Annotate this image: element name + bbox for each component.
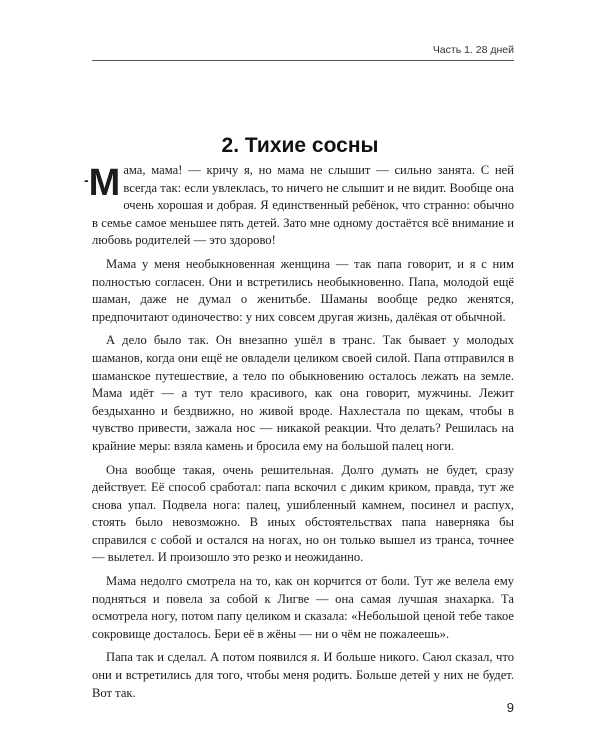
chapter-title: 2. Тихие сосны [221, 134, 379, 157]
paragraph-1 [84, 162, 514, 250]
page-number: 9 [506, 700, 514, 715]
paragraph-4: Она вообще такая, очень решительная. Долго думать не будет, сразу действует. Её способ сработал: папа вскочил с диким криком, правда, тут же снова упал. Подвела нога: палец, ушибленный камнем, посинел и распух, стоять было невозможно. В иных обстоятельствах папа наверняка бы справился с собой и остался на ногах, но он только вышел из транса, точнее — вылетел. И произошло это резко и неожиданно. [92, 462, 514, 565]
drop-cap [84, 162, 123, 204]
paragraph-2: Мама у меня необыкновенная женщина — так папа говорит, и я с ним полностью согласен. Они и встретились необыкновенно. Папа, молодой ещё шаман, даже не думал о женитьбе. Шаманы вообще редко женятся, предпочитают одиночество: у них совсем другая жизнь, далёкая от обычной. [92, 256, 514, 324]
paragraph-1-text: ама, мама! — кричу я, но мама не слышит — сильно занята. С ней всегда так: если увлеклась, то ничего не слышит и не видит. Вообще она очень хорошая и добрая. Я единственный ребёнок, что странно: обычно в семье самое меньшее пять детей. Зато мне одному достаётся всё внимание и любовь родителей — это здорово! [92, 163, 514, 248]
running-head: Часть 1. 28 дней [92, 44, 514, 61]
paragraph-6: Папа так и сделал. А потом появился я. И больше никого. Саюл сказал, что они и встретились для того, чтобы меня родить. Больше детей у них не будет. Вот так. [92, 650, 514, 700]
drop-cap-letter: М [88, 162, 121, 204]
paragraph-3: А дело было так. Он внезапно ушёл в транс. Так бывает у молодых шаманов, когда они ещё не овладели целиком своей силой. Папа отправился в шаманское путешествие, а тело по обыкновению осталось лежать на земле. Мама идёт — а тут тело красивого, как она говорит, мужчины. Лежит бездыханно и бездвижно, но живой вроде. Нахлестала по щекам, чтобы в чувство привести, зажала нос — никакой реакции. Что делать? Решилась на крайние меры: взяла камень и бросила ему на большой палец ноги. [92, 333, 514, 453]
chapter-body [84, 162, 514, 708]
paragraph-5: Мама недолго смотрела на то, как он корчится от боли. Тут же велела ему подняться и повела за собой к Лигве — она самая лучшая знахарка. Та осмотрела ногу, потом папу целиком и сказала: «Небольшой ценой тебе такое сокровище досталось. Бери её в жёны — ни о чём не пожалеешь». [92, 574, 514, 641]
drop-cap-dash: - [84, 172, 89, 188]
